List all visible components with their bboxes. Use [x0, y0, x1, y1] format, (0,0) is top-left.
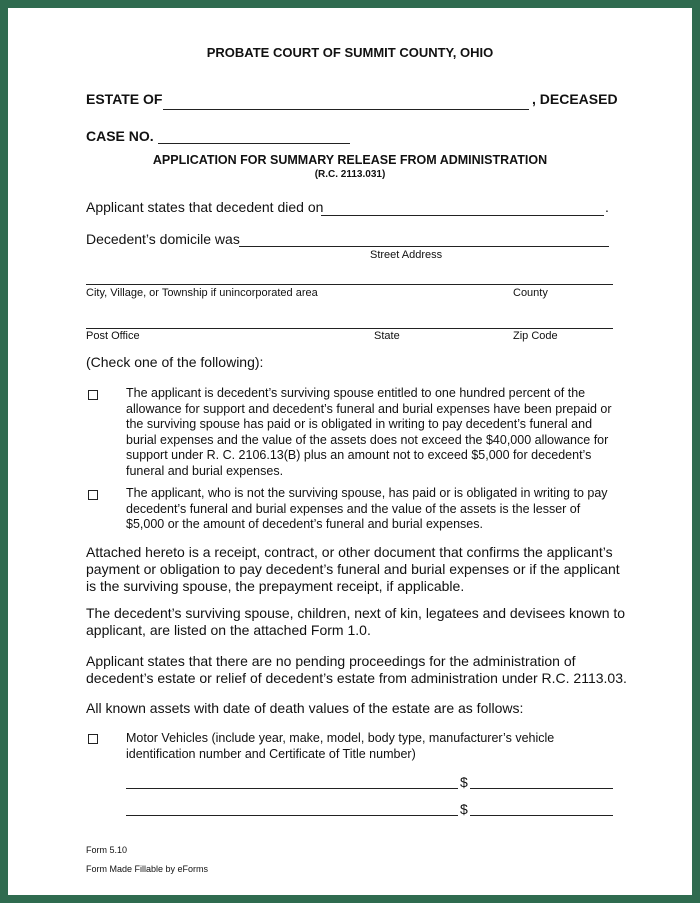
- estate-name-field[interactable]: [163, 109, 529, 110]
- post-office-label: Post Office: [86, 330, 140, 342]
- form-number: Form 5.10: [86, 845, 128, 855]
- form-title: APPLICATION FOR SUMMARY RELEASE FROM ADMINISTRATION: [152, 153, 548, 167]
- vehicle-value-dollar-sign-1: $: [460, 774, 468, 790]
- non-spouse-option-checkbox[interactable]: [88, 490, 98, 500]
- city-county-field[interactable]: [86, 284, 613, 285]
- statute-reference: (R.C. 2113.031): [314, 169, 386, 180]
- county-label: County: [513, 287, 548, 299]
- deceased-label: , DECEASED: [532, 91, 618, 107]
- vehicle-description-field-1[interactable]: [126, 788, 458, 789]
- no-pending-proceedings-paragraph: Applicant states that there are no pending proceedings for the administration of decedent’s estate or relief of decedent’s estate from administration under R.C. 2113.03.: [86, 653, 627, 686]
- non-spouse-option-text: The applicant, who is not the surviving spouse, has paid or is obligated in writing to pay decedent’s funeral and burial expenses and the value of the assets is the lesser of $5,000 or the amount of decedent’s funeral and burial expenses.: [126, 486, 608, 531]
- state-label: State: [374, 330, 400, 342]
- date-of-death-field[interactable]: [321, 215, 604, 216]
- document-page: [8, 8, 692, 895]
- heirs-paragraph: The decedent’s surviving spouse, children, next of kin, legatees and devisees known to applicant, are listed on the attached Form 1.0.: [86, 605, 626, 638]
- zip-code-label: Zip Code: [513, 330, 558, 342]
- died-on-period: .: [605, 199, 609, 215]
- vehicle-value-field-1[interactable]: [470, 788, 613, 789]
- court-heading: PROBATE COURT OF SUMMIT COUNTY, OHIO: [206, 45, 494, 60]
- motor-vehicles-text: Motor Vehicles (include year, make, model, body type, manufacturer’s vehicle identification number and Certificate of Title number): [126, 731, 555, 761]
- check-one-instruction: (Check one of the following):: [86, 354, 264, 370]
- vehicle-value-dollar-sign-2: $: [460, 801, 468, 817]
- city-label: City, Village, or Township if unincorporated area: [86, 287, 318, 299]
- street-address-field[interactable]: [239, 246, 609, 247]
- estate-of-label: ESTATE OF: [86, 91, 163, 107]
- domicile-label: Decedent’s domicile was: [86, 231, 240, 247]
- assets-intro-paragraph: All known assets with date of death values of the estate are as follows:: [86, 700, 524, 716]
- fillable-notice: Form Made Fillable by eForms: [86, 864, 209, 874]
- spouse-option-text: The applicant is decedent’s surviving spouse entitled to one hundred percent of the allowance for support and decedent’s funeral and burial expenses have been prepaid or the surviving spouse has paid or is obligated in writing to pay decedent’s funeral and burial expenses and the value of the assets does not exceed the $40,000 allowance for support under R. C. 2106.13(B) plus an amount not to exceed $5,000 for decedent’s funeral and burial expenses.: [126, 386, 612, 478]
- motor-vehicles-checkbox[interactable]: [88, 734, 98, 744]
- died-on-label: Applicant states that decedent died on: [86, 199, 324, 215]
- vehicle-value-field-2[interactable]: [470, 815, 613, 816]
- spouse-option-checkbox[interactable]: [88, 390, 98, 400]
- street-address-label: Street Address: [370, 249, 443, 261]
- receipt-paragraph: Attached hereto is a receipt, contract, or other document that confirms the applicant’s payment or obligation to pay decedent’s funeral and burial expenses or if the applicant is the surviving spouse, the prepayment receipt, if applicable.: [86, 544, 620, 594]
- case-no-field[interactable]: [158, 143, 350, 144]
- vehicle-description-field-2[interactable]: [126, 815, 458, 816]
- post-office-state-zip-field[interactable]: [86, 328, 613, 329]
- case-no-label: CASE NO.: [86, 128, 154, 144]
